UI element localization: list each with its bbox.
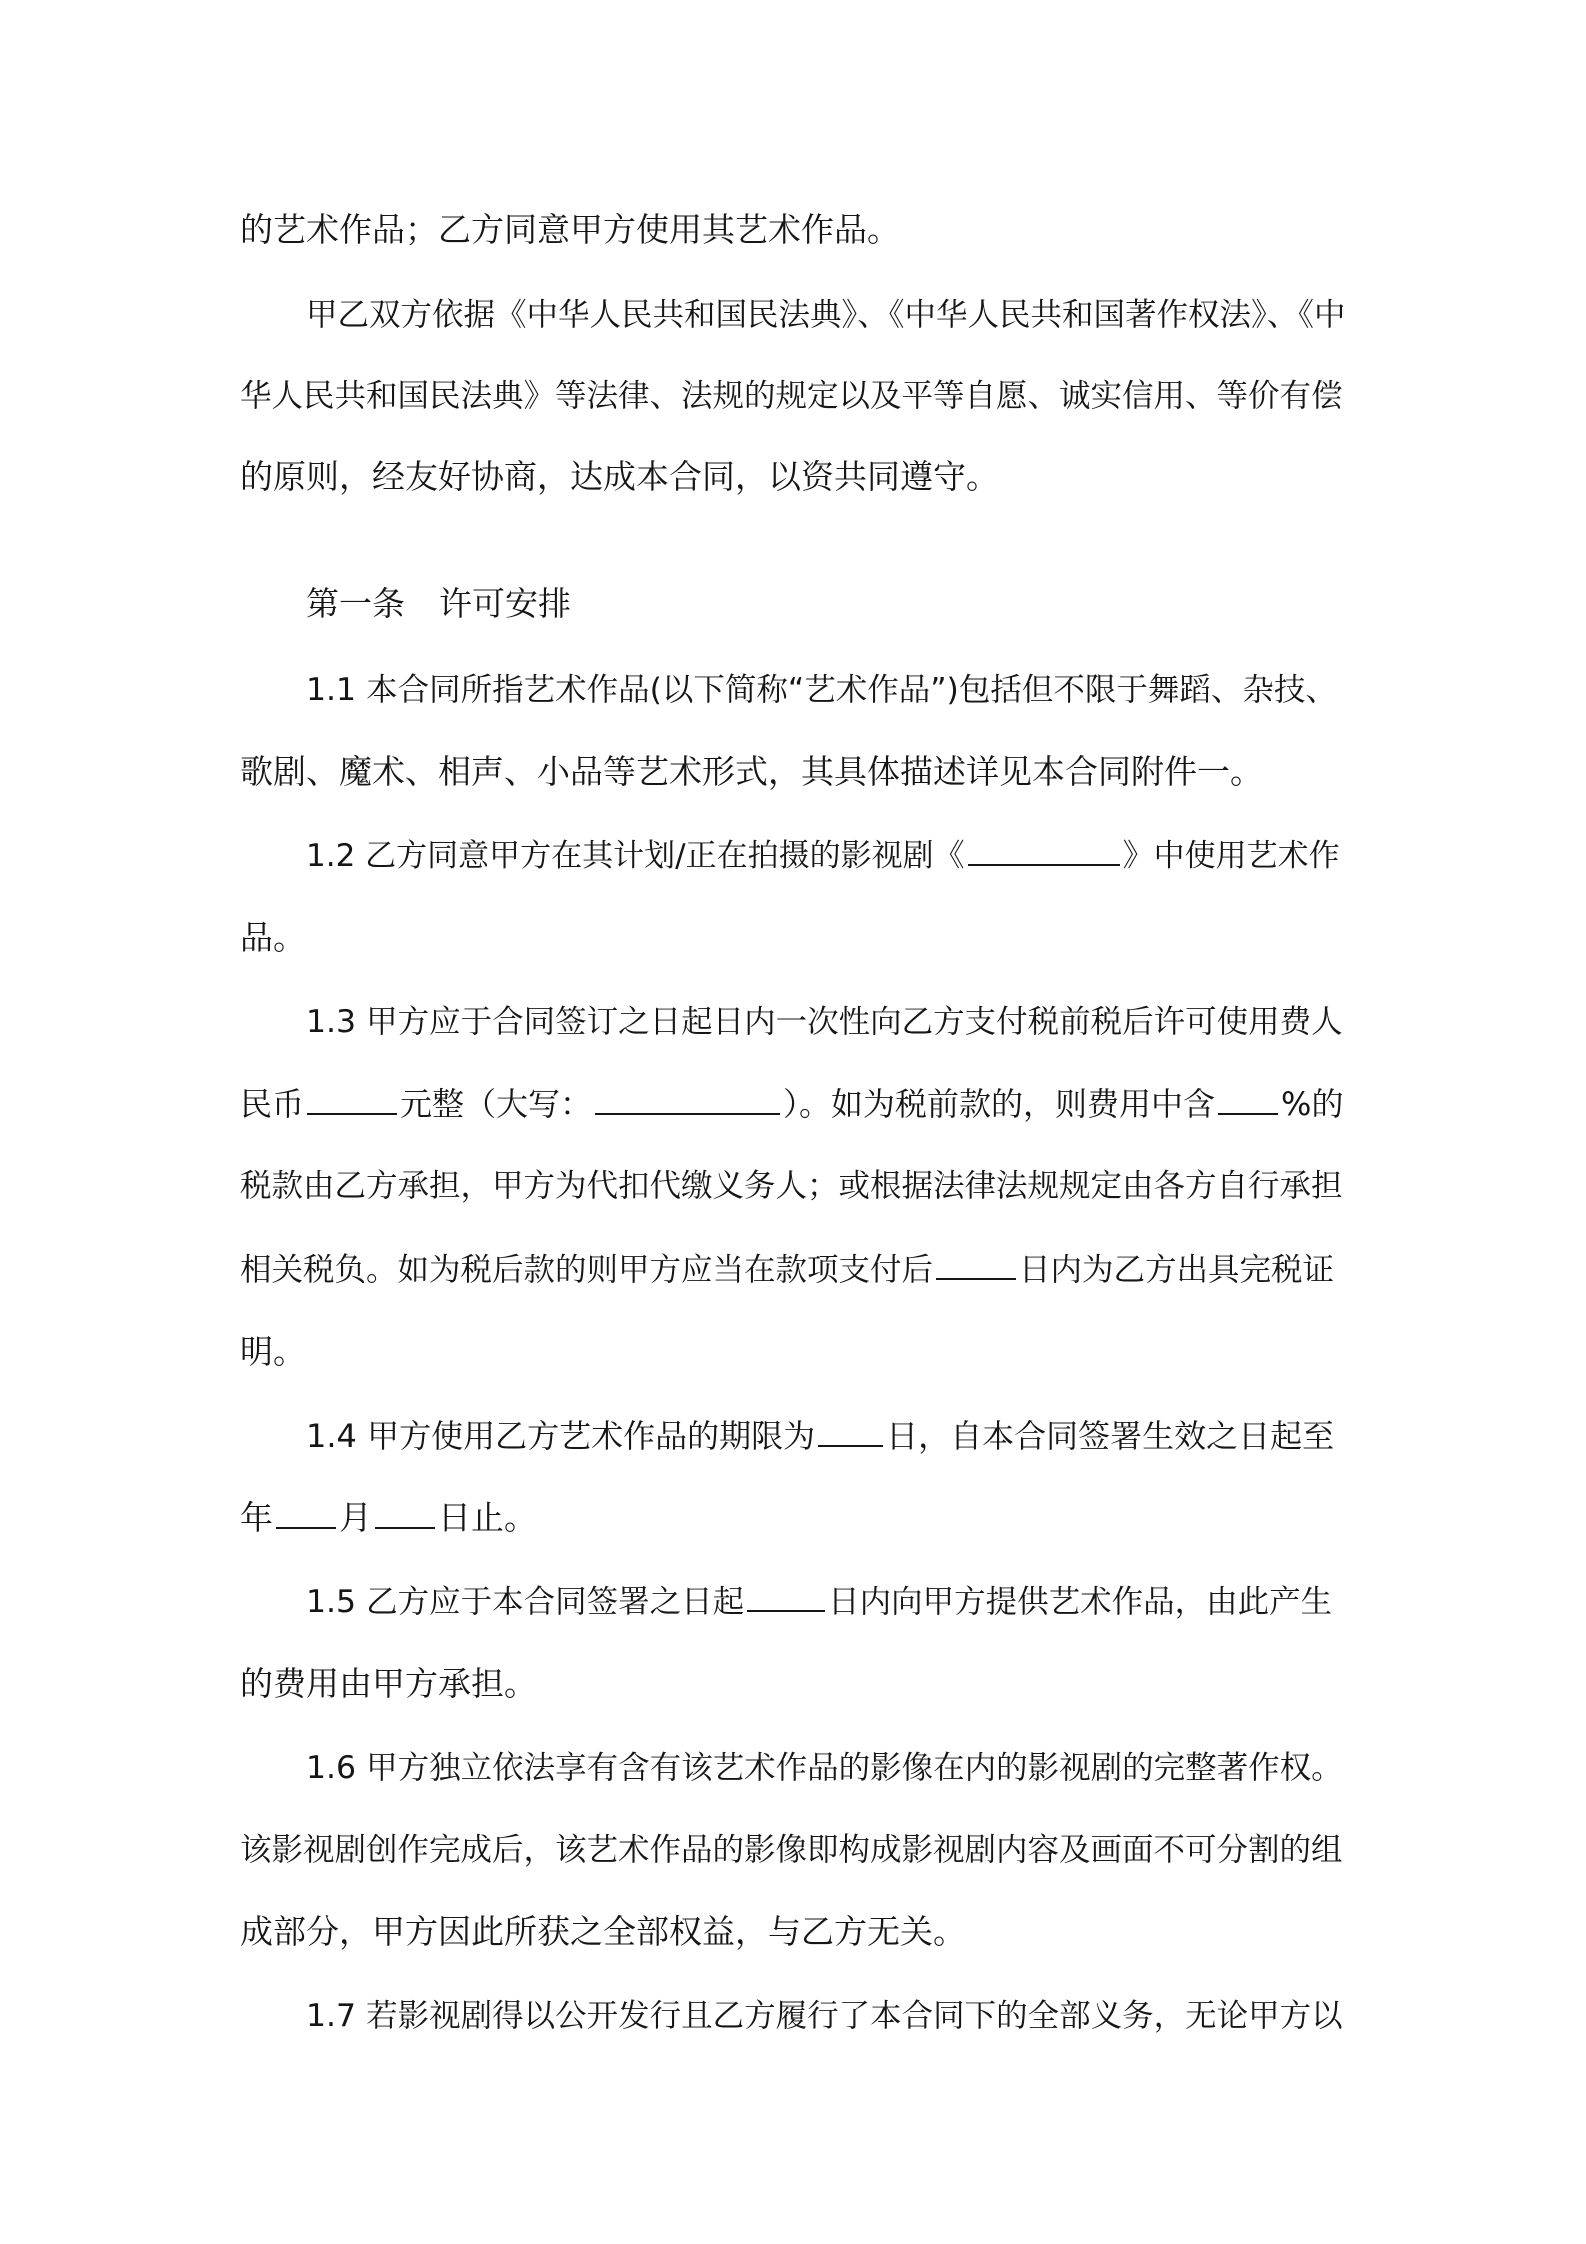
clause-1-6: 1.6 甲方独立依法享有含有该艺术作品的影像在内的影视剧的完整著作权。 [306,1750,1343,1786]
clause-1-2: 品。 [240,918,306,957]
delivery-days-blank[interactable] [747,1580,825,1612]
clause-1-3: 相关税负。如为税后款的则甲方应当在款项支付后 日内为乙方出具完税证 [240,1248,1334,1292]
amount-blank[interactable] [307,1083,397,1115]
usage-days-blank[interactable] [818,1415,883,1447]
tax-rate-blank[interactable] [1218,1083,1278,1115]
clause-1-3: 1.3 甲方应于合同签订之日起日内一次性向乙方支付税前税后许可使用费人 [306,1004,1343,1040]
film-title-blank[interactable] [968,834,1120,866]
legal-basis-line: 的原则，经友好协商，达成本合同，以资共同遵守。 [240,457,999,496]
end-year-blank[interactable] [276,1497,336,1529]
article-number: 第一条 [306,584,405,623]
intro-text-line: 的艺术作品；乙方同意甲方使用其艺术作品。 [240,210,900,249]
clause-1-4: 1.4 甲方使用乙方艺术作品的期限为 日，自本合同签署生效之日起至 [306,1417,1335,1455]
tax-certificate-days-blank[interactable] [936,1248,1016,1280]
clause-1-7: 1.7 若影视剧得以公开发行且乙方履行了本合同下的全部义务，无论甲方以 [306,1998,1343,2034]
legal-basis-line: 甲乙双方依据《中华人民共和国民法典》、《中华人民共和国著作权法》、《中 [306,297,1346,333]
clause-1-3: 税款由乙方承担，甲方为代扣代缴义务人；或根据法律法规规定由各方自行承担 [240,1168,1343,1204]
clause-1-6: 成部分，甲方因此所获之全部权益，与乙方无关。 [240,1912,966,1951]
end-month-blank[interactable] [375,1497,435,1529]
clause-1-5: 的费用由甲方承担。 [240,1664,537,1703]
clause-1-6: 该影视剧创作完成后，该艺术作品的影像即构成影视剧内容及画面不可分割的组 [240,1832,1343,1868]
clause-1-5: 1.5 乙方应于本合同签署之日起 日内向甲方提供艺术作品，由此产生 [306,1580,1332,1624]
article-title [306,582,571,626]
clause-1-1: 1.1 本合同所指艺术作品(以下简称“艺术作品”)包括但不限于舞蹈、杂技、 [306,672,1337,708]
amount-uppercase-blank[interactable] [595,1083,780,1115]
article-heading: 许可安排 [439,584,571,623]
clause-1-3: 民币 元整（大写： ）。如为税前款的，则费用中含 %的 [240,1085,1344,1123]
clause-1-3: 明。 [240,1332,306,1371]
clause-1-1: 歌剧、魔术、相声、小品等艺术形式，其具体描述详见本合同附件一。 [240,752,1263,791]
clause-1-2: 1.2 乙方同意甲方在其计划/正在拍摄的影视剧《 》中使用艺术作 [306,834,1340,878]
legal-basis-line: 华人民共和国民法典》等法律、法规的规定以及平等自愿、诚实信用、等价有偿 [240,378,1343,414]
clause-1-4: 年 月 日止。 [240,1498,537,1537]
